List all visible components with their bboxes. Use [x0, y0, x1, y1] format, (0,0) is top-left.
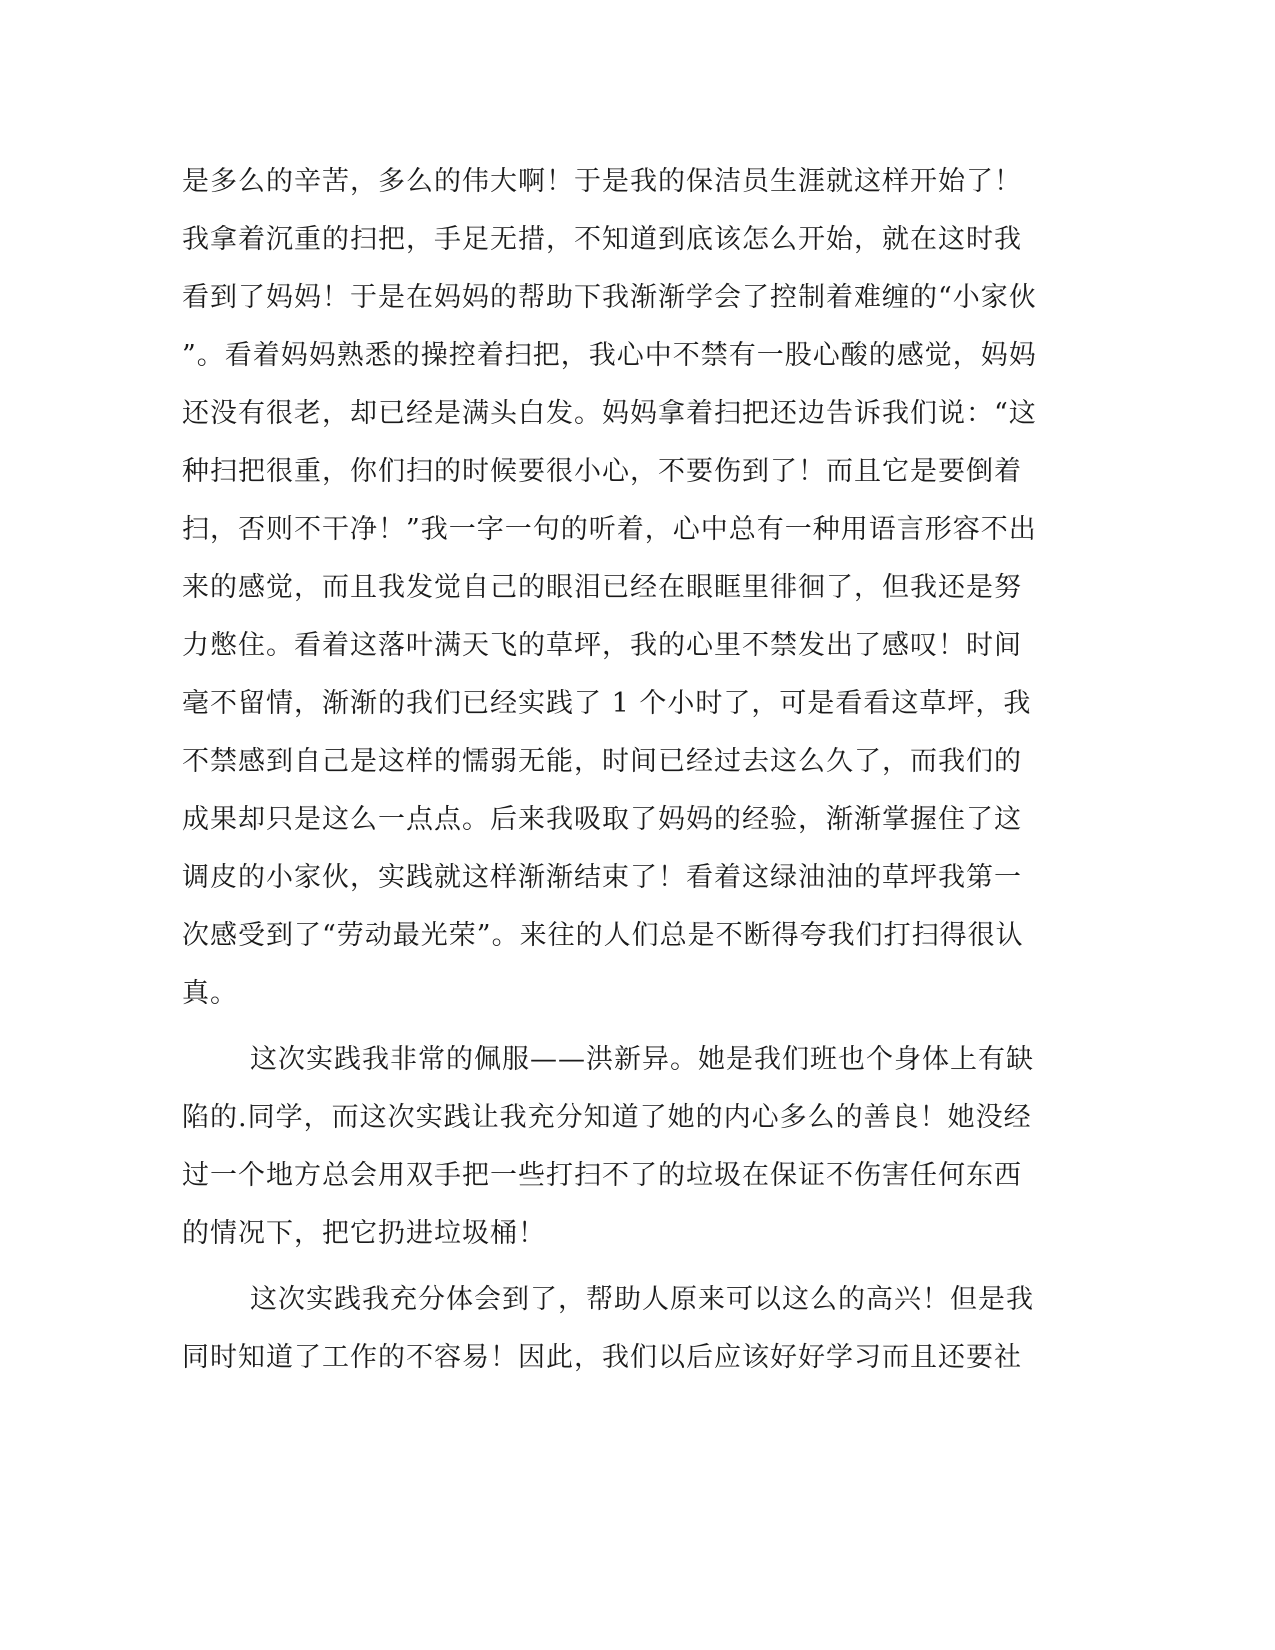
text-line: ”。看着妈妈熟悉的操控着扫把，我心中不禁有一股心酸的感觉，妈妈 [182, 340, 1037, 371]
text-line: 的情况下，把它扔进垃圾桶！ [182, 1218, 546, 1249]
text-line: 种扫把很重，你们扫的时候要很小心，不要伤到了！而且它是要倒着 [182, 456, 1022, 487]
text-line: 我拿着沉重的扫把，手足无措，不知道到底该怎么开始，就在这时我 [182, 224, 1022, 255]
text-line: 真。 [182, 978, 238, 1009]
text-line: 成果却只是这么一点点。后来我吸取了妈妈的经验，渐渐掌握住了这 [182, 804, 1022, 835]
text-line: 不禁感到自己是这样的懦弱无能，时间已经过去这么久了，而我们的 [182, 746, 1022, 777]
text-line: 同时知道了工作的不容易！因此，我们以后应该好好学习而且还要社 [182, 1342, 1022, 1373]
text-line: 力憋住。看着这落叶满天飞的草坪，我的心里不禁发出了感叹！时间 [182, 630, 1022, 661]
text-line: 陷的.同学，而这次实践让我充分知道了她的内心多么的善良！她没经 [182, 1102, 1032, 1133]
text-line: 这次实践我非常的佩服——洪新异。她是我们班也个身体上有缺 [250, 1044, 1034, 1075]
text-line: 调皮的小家伙，实践就这样渐渐结束了！看着这绿油油的草坪我第一 [182, 862, 1022, 893]
text-line: 还没有很老，却已经是满头白发。妈妈拿着扫把还边告诉我们说：“这 [182, 398, 1037, 429]
text-line: 次感受到了“劳动最光荣”。来往的人们总是不断得夸我们打扫得很认 [182, 920, 1024, 951]
text-line: 过一个地方总会用双手把一些打扫不了的垃圾在保证不伤害任何东西 [182, 1160, 1022, 1191]
text-line: 扫，否则不干净！”我一字一句的听着，心中总有一种用语言形容不出 [182, 514, 1037, 545]
text-line: 来的感觉，而且我发觉自己的眼泪已经在眼眶里徘徊了，但我还是努 [182, 572, 1022, 603]
text-line: 看到了妈妈！于是在妈妈的帮助下我渐渐学会了控制着难缠的“小家伙 [182, 282, 1037, 313]
text-line: 这次实践我充分体会到了，帮助人原来可以这么的高兴！但是我 [250, 1284, 1034, 1315]
text-line: 是多么的辛苦，多么的伟大啊！于是我的保洁员生涯就这样开始了！ [182, 166, 1022, 197]
text-line: 毫不留情，渐渐的我们已经实践了 1 个小时了，可是看看这草坪，我 [182, 688, 1032, 719]
